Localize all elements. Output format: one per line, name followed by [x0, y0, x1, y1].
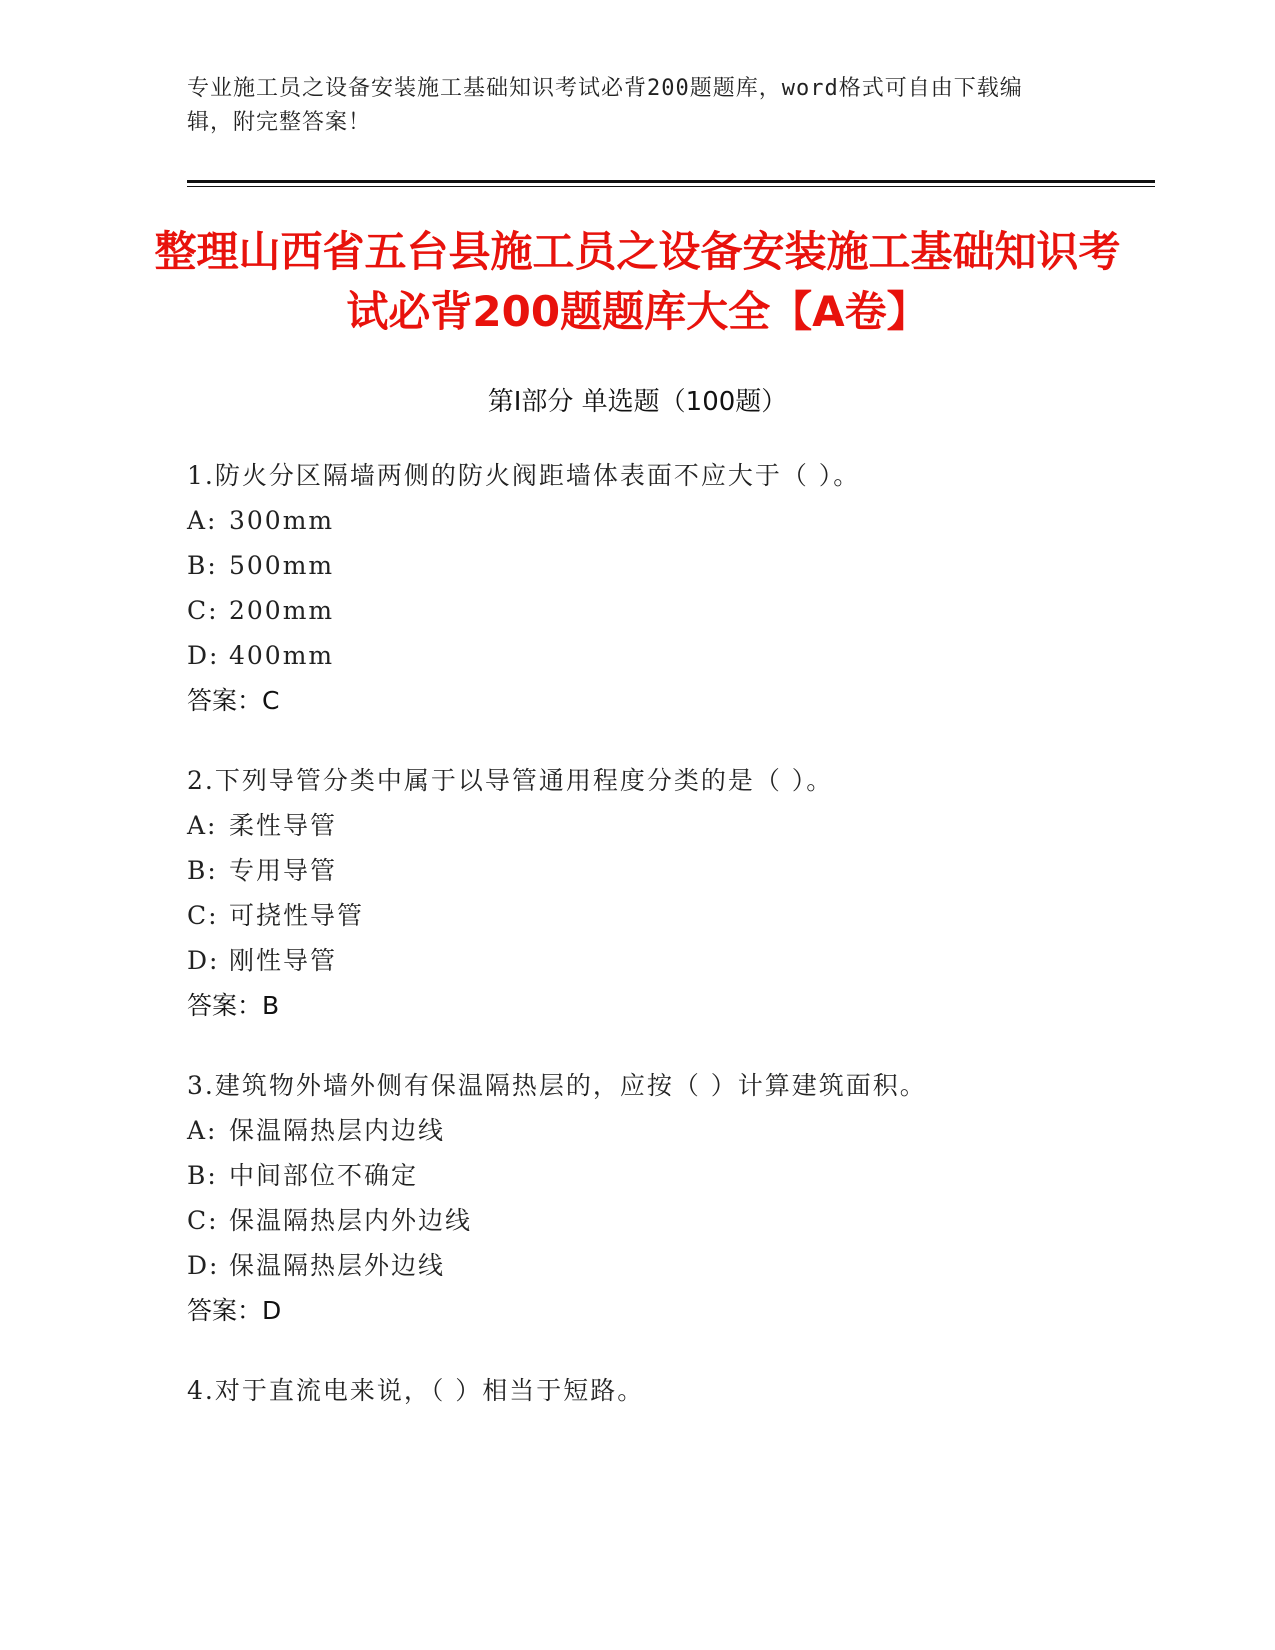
option-label: B:: [187, 551, 218, 580]
option-text: 500mm: [229, 551, 335, 580]
option-text: 可挠性导管: [229, 901, 365, 930]
question-2: [187, 758, 1147, 1028]
answer: 答案：D: [187, 1296, 282, 1325]
option-label: A:: [187, 1116, 218, 1145]
option-label: D:: [187, 946, 220, 975]
option-label: C:: [187, 1206, 219, 1235]
answer: 答案：C: [187, 686, 280, 715]
option-b: [187, 848, 1147, 893]
option-text: 柔性导管: [229, 811, 338, 840]
section-heading: 第Ⅰ部分 单选题（100题）: [487, 387, 788, 417]
option-d: [187, 1243, 1147, 1288]
option-label: C:: [187, 901, 219, 930]
question-stem: 1.防火分区隔墙两侧的防火阀距墙体表面不应大于（ ）。: [187, 461, 861, 490]
option-b: [187, 1153, 1147, 1198]
option-a: [187, 803, 1147, 848]
option-text: 保温隔热层外边线: [229, 1251, 446, 1280]
option-c: [187, 588, 1147, 633]
question-stem: 4.对于直流电来说，（ ）相当于短路。: [187, 1376, 645, 1405]
question-stem: 2.下列导管分类中属于以导管通用程度分类的是（ ）。: [187, 766, 834, 795]
option-label: A:: [187, 811, 218, 840]
option-label: B:: [187, 856, 218, 885]
option-text: 300mm: [229, 506, 335, 535]
question-4: [187, 1368, 1147, 1413]
header-divider-thick: [187, 180, 1155, 183]
option-label: D:: [187, 1251, 220, 1280]
option-d: [187, 633, 1147, 678]
question-1: [187, 453, 1147, 723]
option-label: A:: [187, 506, 218, 535]
option-text: 200mm: [229, 596, 335, 625]
option-text: 400mm: [229, 641, 335, 670]
option-text: 保温隔热层内外边线: [229, 1206, 473, 1235]
option-text: 刚性导管: [229, 946, 338, 975]
option-a: [187, 498, 1147, 543]
header-note: 专业施工员之设备安装施工基础知识考试必背200题题库，word格式可自由下载编辑，附完整答案！: [187, 76, 1023, 135]
question-stem: 3.建筑物外墙外侧有保温隔热层的，应按（ ）计算建筑面积。: [187, 1071, 927, 1100]
document-title: 整理山西省五台县施工员之设备安装施工基础知识考试必背200题题库大全【A卷】: [154, 227, 1121, 336]
option-c: [187, 893, 1147, 938]
option-label: C:: [187, 596, 219, 625]
option-b: [187, 543, 1147, 588]
answer: 答案：B: [187, 991, 280, 1020]
option-d: [187, 938, 1147, 983]
option-c: [187, 1198, 1147, 1243]
option-label: D:: [187, 641, 220, 670]
option-text: 保温隔热层内边线: [229, 1116, 446, 1145]
question-3: [187, 1063, 1147, 1333]
option-label: B:: [187, 1161, 218, 1190]
header-divider-thin: [187, 186, 1155, 187]
option-text: 中间部位不确定: [229, 1161, 419, 1190]
option-text: 专用导管: [229, 856, 338, 885]
option-a: [187, 1108, 1147, 1153]
